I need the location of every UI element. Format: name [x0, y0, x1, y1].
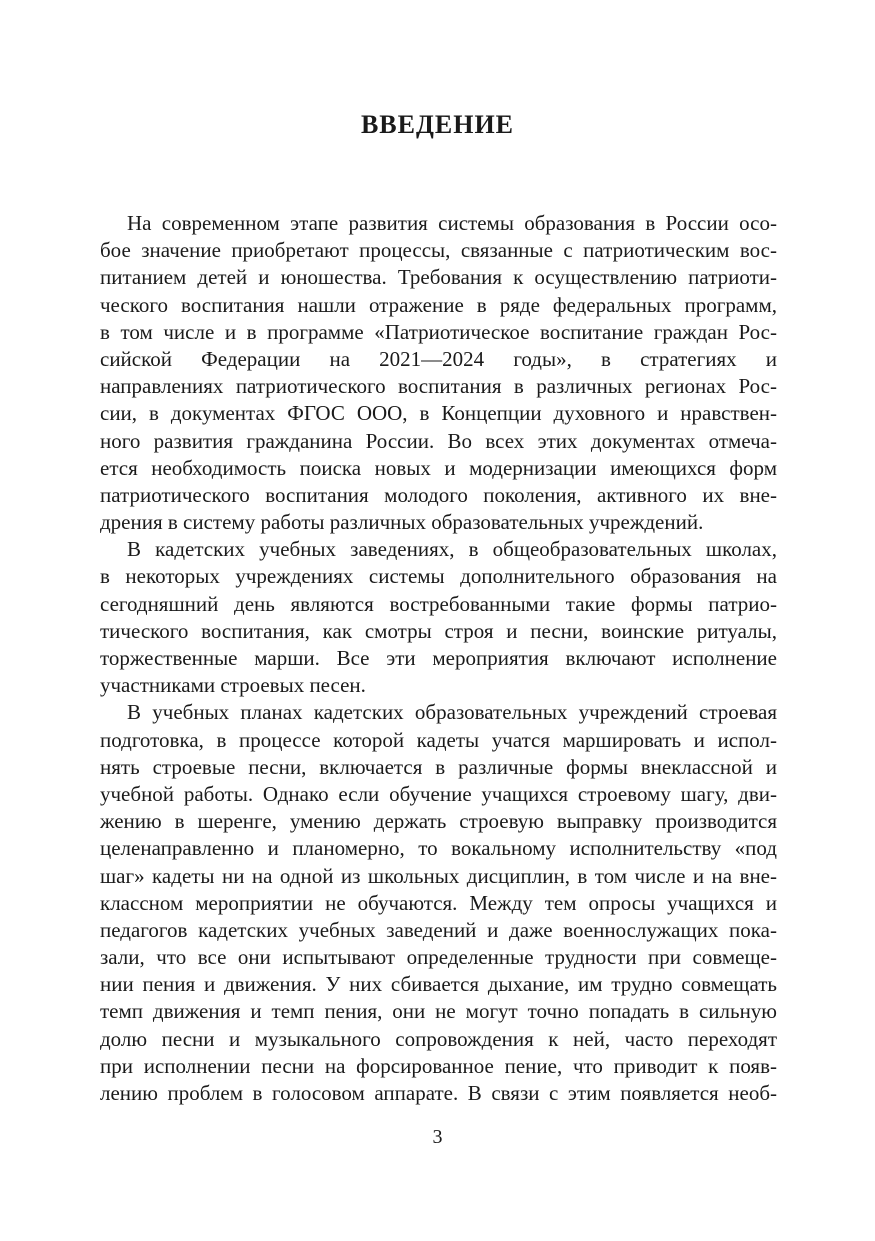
text-line: шаг» кадеты ни на одной из школьных дисциплин, в том числе и на вне- [100, 863, 777, 888]
text-line: классном мероприятии не обучаются. Между тем опросы учащихся и [100, 890, 777, 915]
text-line: ческого воспитания нашли отражение в ряде федеральных программ, [100, 292, 777, 317]
page-title: ВВЕДЕНИЕ [360, 110, 515, 139]
text-line: патриотического воспитания молодого поколения, активного их вне- [100, 482, 777, 507]
text-line: целенаправленно и планомерно, то вокальному исполнительству «под [100, 836, 777, 861]
text-line: лению проблем в голосовом аппарате. В связи с этим появляется необ- [100, 1081, 777, 1105]
text-line: в том числе и в программе «Патриотическое воспитание граждан Рос- [100, 319, 777, 344]
text-line: бое значение приобретают процессы, связанные с патриотическим вос- [100, 238, 777, 263]
text-line: В учебных планах кадетских образовательных учреждений строевая [127, 700, 777, 725]
text-line: при исполнении песни на форсированное пение, что приводит к появ- [100, 1053, 777, 1078]
text-line: жению в шеренге, умению держать строевую выправку производится [100, 809, 777, 834]
text-line: сии, в документах ФГОС ООО, в Концепции духовного и нравствен- [100, 401, 777, 426]
text-line: участниками строевых песен. [100, 673, 366, 698]
text-line: ется необходимость поиска новых и модернизации имеющихся форм [100, 455, 777, 480]
text-line: тического воспитания, как смотры строя и песни, воинские ритуалы, [100, 618, 777, 643]
text-line: нять строевые песни, включается в различные формы внеклассной и [100, 754, 777, 779]
text-line: На современном этапе развития системы образования в России осо- [127, 211, 777, 235]
text-line: дрения в систему работы различных образовательных учреждений. [100, 510, 704, 535]
text-line: торжественные марши. Все эти мероприятия включают исполнение [100, 646, 777, 670]
body-text [100, 210, 777, 1107]
text-line: сийской Федерации на 2021—2024 годы», в стратегиях и [100, 346, 777, 371]
text-line: темп движения и темп пения, они не могут точно попадать в сильную [100, 999, 777, 1024]
text-line: направлениях патриотического воспитания в различных регионах Рос- [100, 374, 777, 399]
text-line: питанием детей и юношества. Требования к осуществлению патриоти- [100, 265, 777, 290]
text-line: сегодняшний день являются востребованными такие формы патрио- [100, 591, 777, 616]
text-line: педагогов кадетских учебных заведений и даже военнослужащих пока- [100, 917, 777, 942]
text-line: подготовка, в процессе которой кадеты учатся маршировать и испол- [100, 727, 777, 752]
text-line: зали, что все они испытывают определенные трудности при совмеще- [100, 945, 777, 970]
text-line: нии пения и движения. У них сбивается дыхание, им трудно совмещать [100, 972, 777, 997]
text-line: В кадетских учебных заведениях, в общеобразовательных школах, [127, 537, 777, 562]
text-line: ного развития гражданина России. Во всех этих документах отмеча- [100, 428, 777, 453]
page-number: 3 [432, 1126, 443, 1148]
text-line: учебной работы. Однако если обучение учащихся строевому шагу, дви- [100, 781, 777, 806]
text-line: в некоторых учреждениях системы дополнительного образования на [100, 564, 777, 589]
text-line: долю песни и музыкального сопровождения к ней, часто переходят [100, 1026, 777, 1051]
